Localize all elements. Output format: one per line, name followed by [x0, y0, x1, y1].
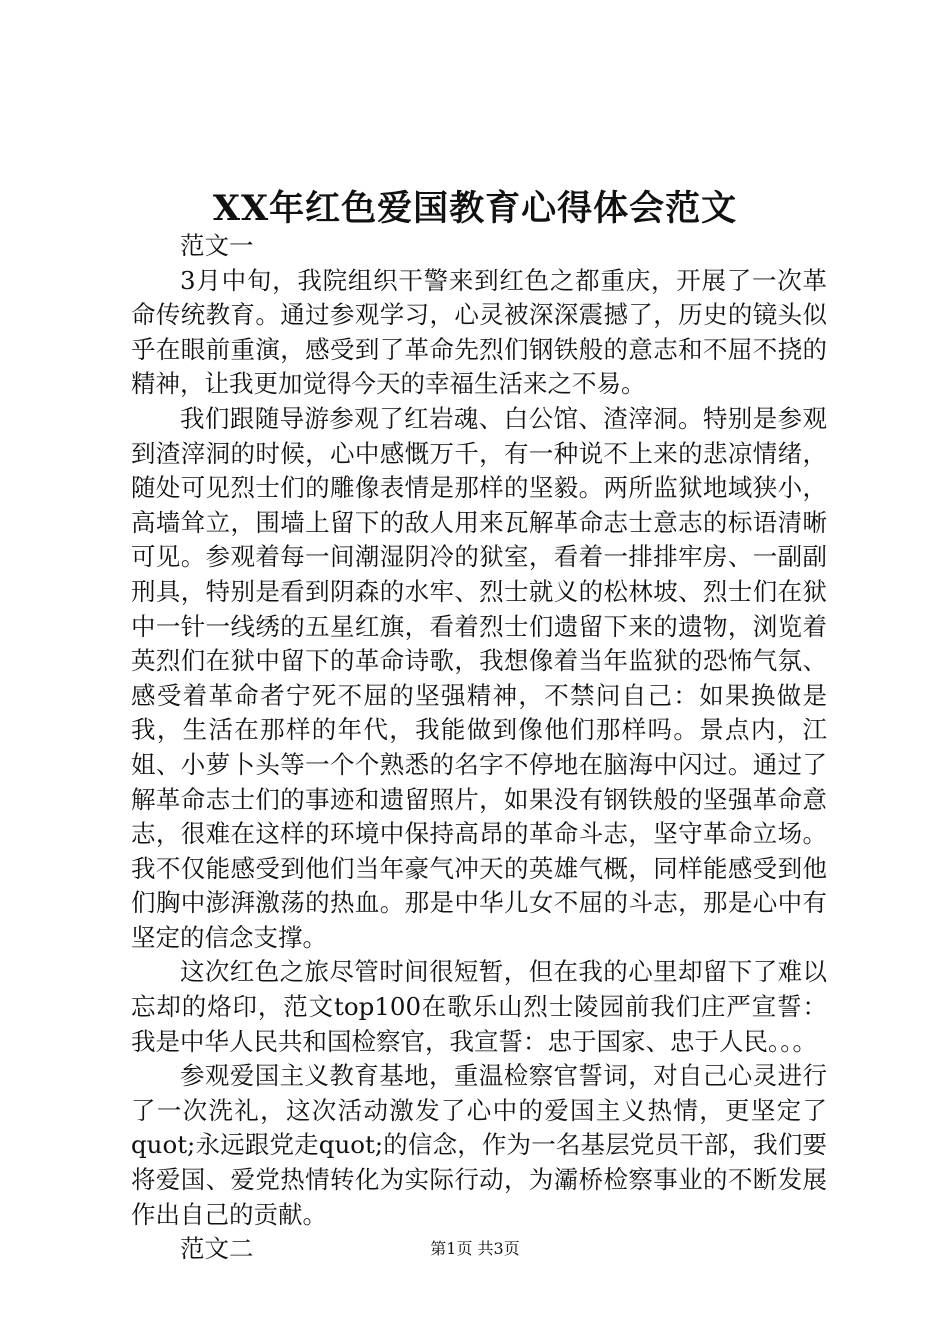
paragraph: 参观爱国主义教育基地，重温检察官誓词，对自己心灵进行了一次洗礼，这次活动激发了心中的爱国主义热情，更坚定了quot;永远跟党走quot;的信念，作为一名基层党员干部，我们要将爱国、爱党热情转化为实际行动，为灞桥检察事业的不断发展作出自己的贡献。: [131, 1061, 827, 1229]
section-heading-1: 范文一: [180, 231, 254, 260]
document-body: [131, 229, 827, 1267]
paragraph: 这次红色之旅尽管时间很短暂，但在我的心里却留下了难以忘却的烙印，范文top100在歌乐山烈士陵园前我们庄严宣誓：我是中华人民共和国检察官，我宣誓：忠于国家、忠于人民。。。: [131, 957, 827, 1056]
document-title: XX年红色爱国教育心得体会范文: [212, 188, 738, 229]
section-heading-2: 范文二: [180, 1234, 254, 1264]
paragraph: 我们跟随导游参观了红岩魂、白公馆、渣滓洞。特别是参观到渣滓洞的时候，心中感慨万千，有一种说不上来的悲凉情绪，随处可见烈士们的雕像表情是那样的坚毅。两所监狱地域狭小，高墙耸立，围墙上留下的敌人用来瓦解革命志士意志的标语清晰可见。参观着每一间潮湿阴冷的狱室，看着一排排牢房、一副副刑具，特别是看到阴森的水牢、烈士就义的松林坡、烈士们在狱中一针一线绣的五星红旗，看着烈士们遗留下来的遗物，浏览着英烈们在狱中留下的革命诗歌，我想像着当年监狱的恐怖气氛、感受着革命者宁死不屈的坚强精神，不禁问自己：如果换做是我，生活在那样的年代，我能做到像他们那样吗。景点内，江姐、小萝卜头等一个个熟悉的名字不停地在脑海中闪过。通过了解革命志士们的事迹和遗留照片，如果没有钢铁般的坚强革命意志，很难在这样的环境中保持高昂的革命斗志，坚守革命立场。我不仅能感受到他们当年豪气冲天的英雄气概，同样能感受到他们胸中澎湃激荡的热血。那是中华儿女不屈的斗志，那是心中有坚定的信念支撑。: [131, 403, 827, 952]
paragraph: 3月中旬，我院组织干警来到红色之都重庆，开展了一次革命传统教育。通过参观学习，心灵被深深震撼了，历史的镜头似乎在眼前重演，感受到了革命先烈们钢铁般的意志和不屈不挠的精神，让我更加觉得今天的幸福生活来之不易。: [131, 265, 827, 399]
page-number-footer: 第1页 共3页: [430, 1239, 520, 1258]
